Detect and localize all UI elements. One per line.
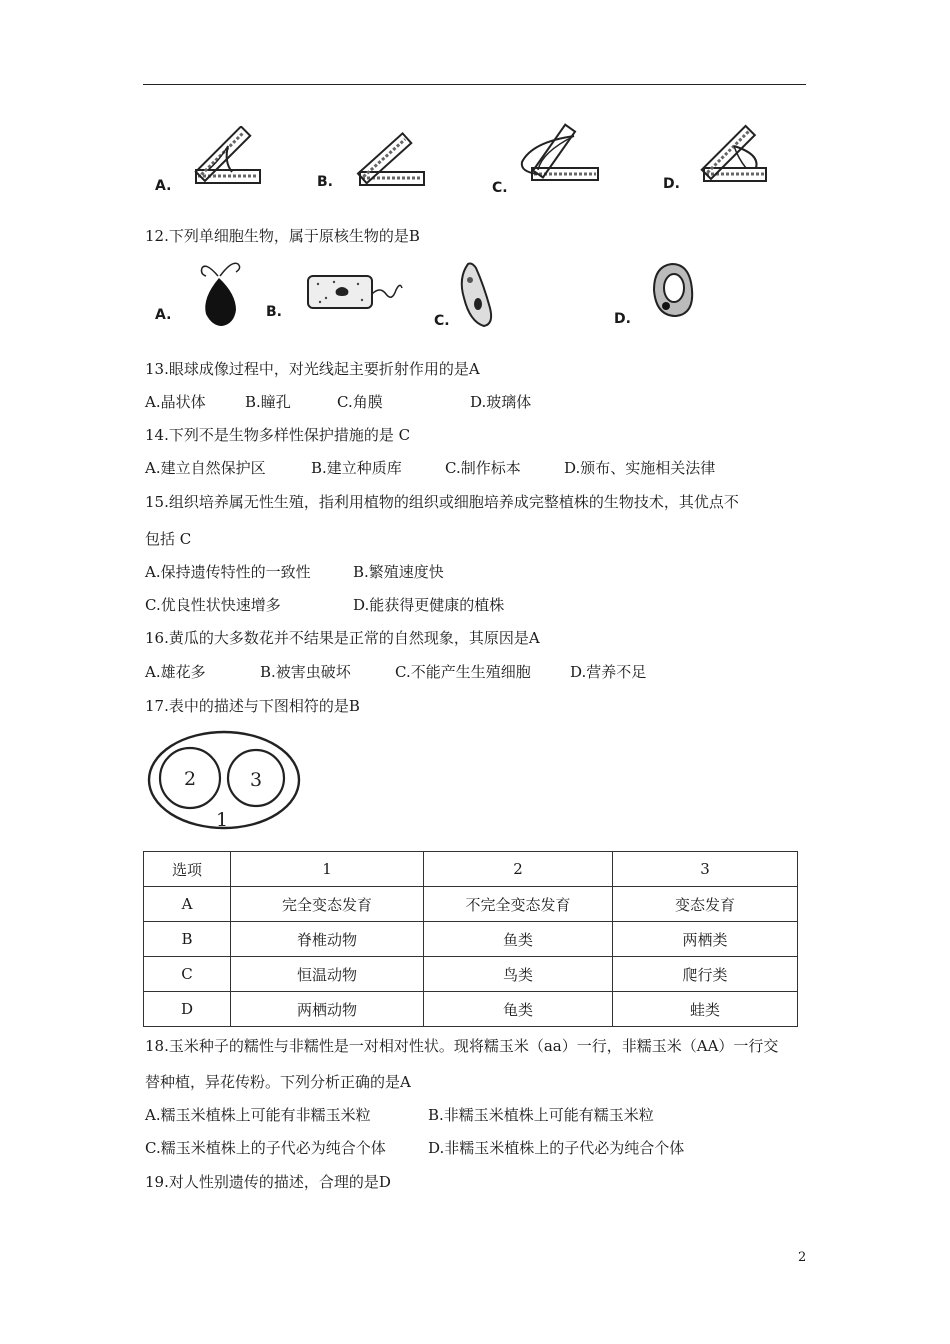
- q11-figure-c: [512, 122, 604, 188]
- q12-figure-b: [304, 272, 404, 312]
- q11-figure-b: [352, 130, 430, 190]
- table-cell: 两栖动物: [231, 992, 424, 1027]
- q11-label-d: D.: [663, 176, 680, 192]
- header-rule: [143, 84, 806, 85]
- table-cell: 脊椎动物: [231, 922, 424, 957]
- q17-table: [143, 851, 798, 1027]
- q12-question: 12.下列单细胞生物，属于原核生物的是B: [145, 227, 420, 245]
- header-cell: 1: [231, 852, 424, 887]
- table-cell: 龟类: [424, 992, 613, 1027]
- q18-option-c: C.糯玉米植株上的子代必为纯合个体: [145, 1139, 386, 1157]
- table-cell: 爬行类: [613, 957, 798, 992]
- header-cell: 2: [424, 852, 613, 887]
- q12-label-d: D.: [614, 311, 631, 327]
- q16-options: [145, 662, 646, 682]
- q16-option-c: C.不能产生生殖细胞: [395, 663, 531, 681]
- q18-question-line2: 替种植，异花传粉。下列分析正确的是A: [145, 1073, 411, 1091]
- q17-question: 17.表中的描述与下图相符的是B: [145, 697, 360, 715]
- q19-question: 19.对人性别遗传的描述，合理的是D: [145, 1173, 391, 1191]
- q14-options: [145, 458, 715, 478]
- q11-label-a: A.: [155, 178, 172, 194]
- q16-option-b: B.被害虫破坏: [260, 663, 351, 681]
- q11-label-b: B.: [317, 174, 333, 190]
- table-cell: 两栖类: [613, 922, 798, 957]
- q15-option-b: B.繁殖速度快: [353, 563, 444, 581]
- q17-venn-label-2: 2: [184, 768, 197, 790]
- header-cell: 选项: [144, 852, 231, 887]
- q15-question-line2: 包括 C: [145, 530, 192, 548]
- q12-label-c: C.: [434, 313, 450, 329]
- table-row: [144, 887, 798, 922]
- table-cell: C: [144, 957, 231, 992]
- table-header-row: [144, 852, 798, 887]
- q16-question: 16.黄瓜的大多数花并不结果是正常的自然现象，其原因是A: [145, 629, 540, 647]
- q11-figure-a: [188, 126, 266, 190]
- table-row: [144, 957, 798, 992]
- table-cell: 恒温动物: [231, 957, 424, 992]
- q14-question: 14.下列不是生物多样性保护措施的是 C: [145, 426, 411, 444]
- q16-option-d: D.营养不足: [570, 663, 647, 681]
- q18-option-b: B.非糯玉米植株上可能有糯玉米粒: [428, 1106, 654, 1124]
- q17-venn-label-1: 1: [216, 809, 229, 831]
- q13-option-c: C.角膜: [337, 393, 383, 411]
- q15-option-d: D.能获得更健康的植株: [353, 596, 505, 614]
- q18-option-a: A.糯玉米植株上可能有非糯玉米粒: [145, 1106, 371, 1124]
- table-cell: 不完全变态发育: [424, 887, 613, 922]
- q14-option-c: C.制作标本: [445, 459, 521, 477]
- q13-question: 13.眼球成像过程中，对光线起主要折射作用的是A: [145, 360, 480, 378]
- table-cell: B: [144, 922, 231, 957]
- table-cell: 完全变态发育: [231, 887, 424, 922]
- q18-question-line1: 18.玉米种子的糯性与非糯性是一对相对性状。现将糯玉米（aa）一行，非糯玉米（AA）一行交: [145, 1037, 779, 1055]
- q15-option-c: C.优良性状快速增多: [145, 596, 281, 614]
- q14-option-d: D.颁布、实施相关法律: [564, 459, 716, 477]
- q13-option-d: D.玻璃体: [470, 393, 532, 411]
- q16-option-a: A.雄花多: [145, 663, 206, 681]
- q13-option-b: B.瞳孔: [245, 393, 291, 411]
- q12-label-b: B.: [266, 304, 282, 320]
- q15-options-row1: [145, 562, 444, 582]
- q11-figure-d: [690, 124, 770, 188]
- q11-label-c: C.: [492, 180, 508, 196]
- page-number: 2: [798, 1250, 807, 1265]
- q12-label-a: A.: [155, 307, 172, 323]
- q15-options-row2: [145, 595, 504, 615]
- q13-options: [145, 392, 531, 412]
- q12-figure-c: [454, 260, 496, 330]
- table-cell: D: [144, 992, 231, 1027]
- table-row: [144, 992, 798, 1027]
- table-row: [144, 922, 798, 957]
- table-cell: 鱼类: [424, 922, 613, 957]
- table-cell: 鸟类: [424, 957, 613, 992]
- q15-question-line1: 15.组织培养属无性生殖，指利用植物的组织或细胞培养成完整植株的生物技术，其优点不: [145, 493, 739, 511]
- q18-option-d: D.非糯玉米植株上的子代必为纯合个体: [428, 1139, 685, 1157]
- table-cell: 变态发育: [613, 887, 798, 922]
- q18-options-row1: [145, 1105, 654, 1125]
- q15-option-a: A.保持遗传特性的一致性: [145, 563, 311, 581]
- table-cell: 蛙类: [613, 992, 798, 1027]
- q14-option-a: A.建立自然保护区: [145, 459, 266, 477]
- q12-figure-a: [196, 254, 244, 330]
- q14-option-b: B.建立种质库: [311, 459, 402, 477]
- q17-venn-diagram: [146, 728, 304, 836]
- q18-options-row2: [145, 1138, 684, 1158]
- table-cell: A: [144, 887, 231, 922]
- header-cell: 3: [613, 852, 798, 887]
- q12-figure-d: [648, 260, 698, 322]
- q17-venn-label-3: 3: [250, 769, 263, 791]
- q13-option-a: A.晶状体: [145, 393, 206, 411]
